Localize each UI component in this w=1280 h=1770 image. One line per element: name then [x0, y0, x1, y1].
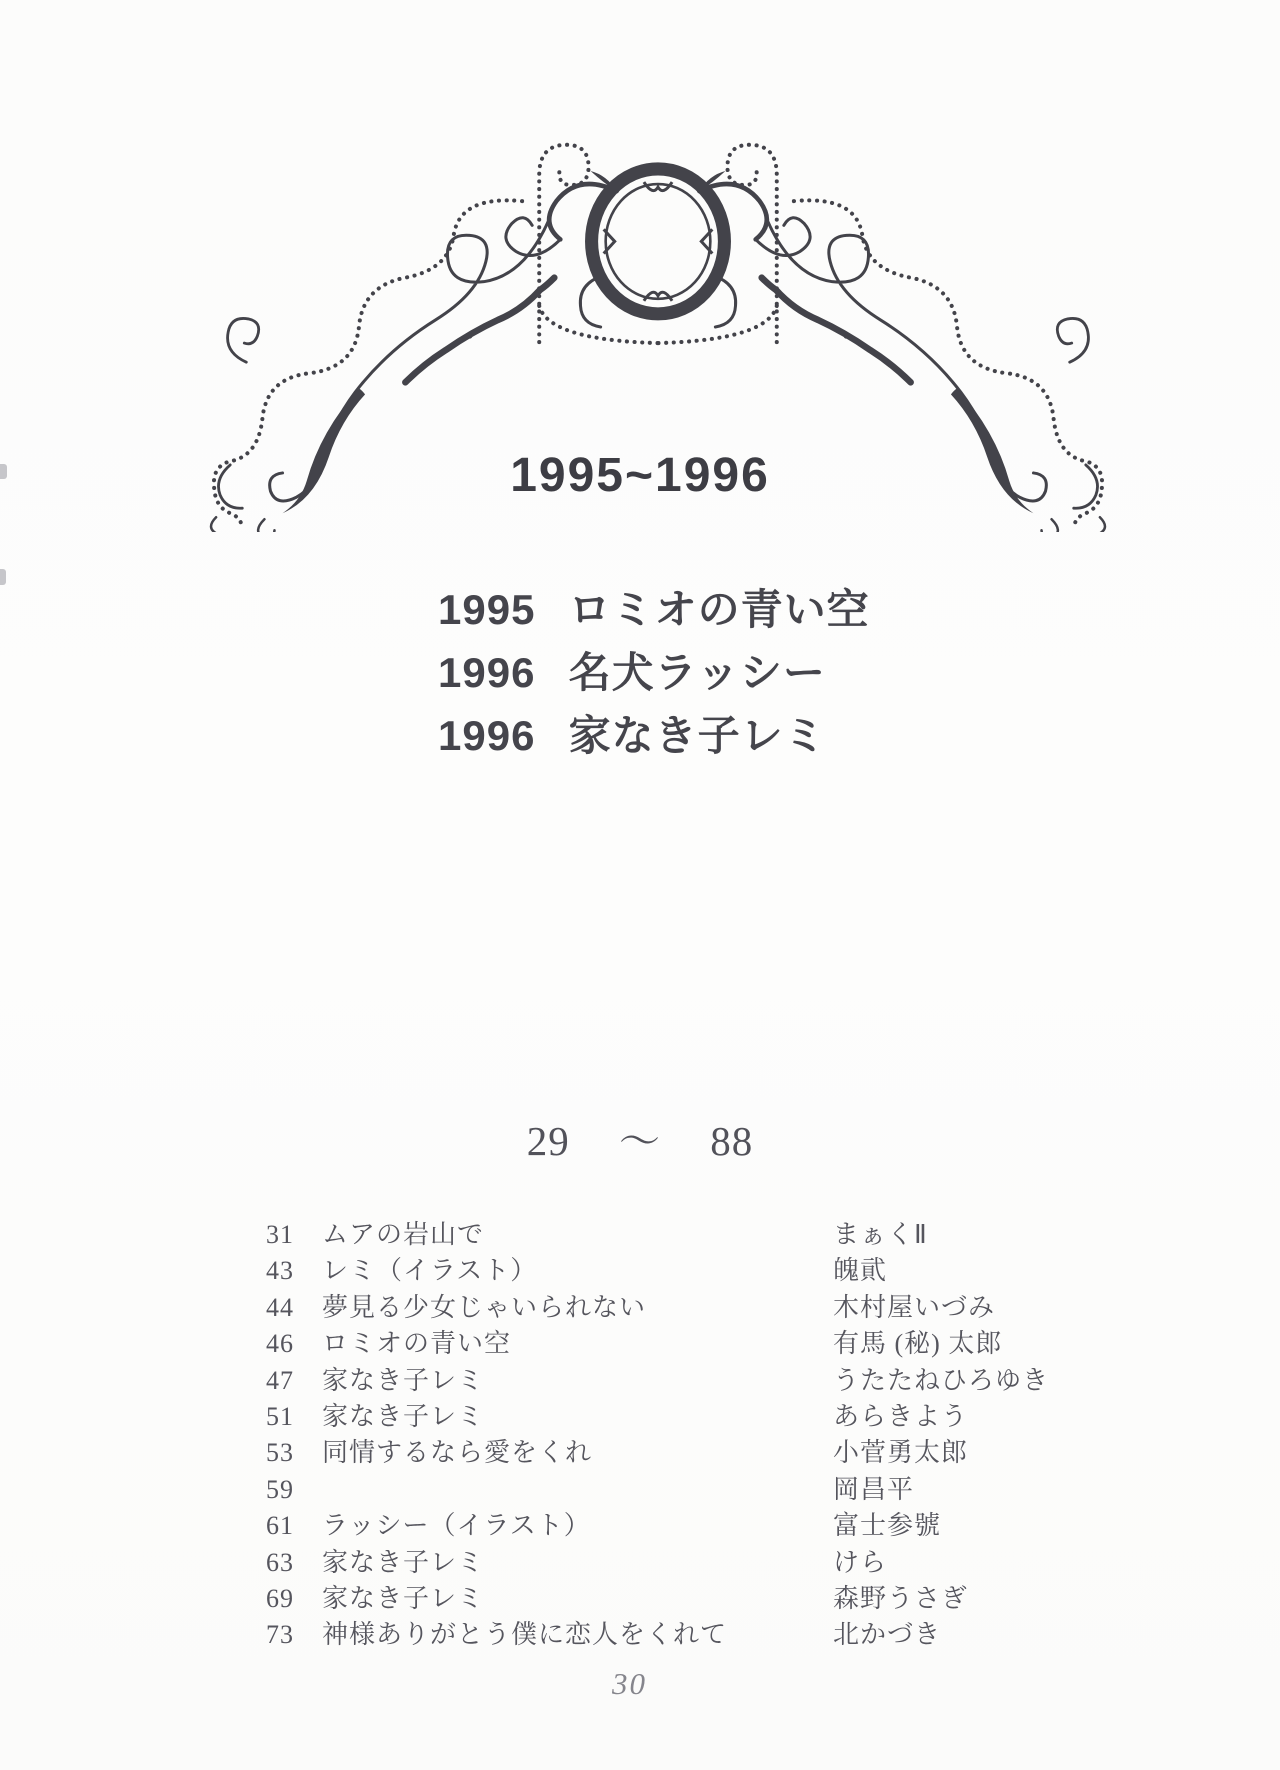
work-row — [438, 704, 870, 767]
work-row — [438, 641, 870, 704]
toc-author: 森野うさぎ — [833, 1583, 969, 1613]
toc-row — [266, 1363, 1126, 1399]
toc-title: ムアの岩山で — [322, 1220, 485, 1249]
toc-page-number: 46 — [266, 1329, 294, 1359]
toc-row — [266, 1253, 1126, 1289]
range-start: 29 — [526, 1118, 570, 1164]
folio-page-number: 30 — [612, 1666, 647, 1701]
table-of-contents — [266, 1217, 1126, 1654]
toc-title: 家なき子レミ — [322, 1365, 485, 1395]
toc-row — [266, 1435, 1126, 1471]
toc-author: 木村屋いづみ — [833, 1292, 996, 1322]
toc-page-number: 69 — [266, 1583, 294, 1613]
work-row — [438, 578, 870, 641]
work-year: 1996 — [438, 649, 536, 696]
toc-title: 同情するなら愛をくれ — [322, 1438, 593, 1468]
toc-page-number: 61 — [266, 1511, 294, 1541]
toc-row — [266, 1472, 1126, 1508]
toc-page-number: 51 — [266, 1401, 294, 1431]
toc-page-number: 43 — [266, 1256, 294, 1286]
work-year: 1996 — [438, 712, 536, 759]
toc-row — [266, 1508, 1126, 1544]
toc-page-number: 44 — [266, 1292, 294, 1322]
toc-author: 小菅勇太郎 — [833, 1438, 969, 1468]
toc-page-number: 31 — [266, 1220, 294, 1249]
medallion-ring — [592, 169, 725, 314]
toc-author: 富士参號 — [833, 1511, 942, 1541]
works-list — [438, 578, 870, 767]
scan-edge-mark — [0, 569, 6, 585]
toc-page-number: 47 — [266, 1365, 294, 1395]
page-range — [0, 1108, 1280, 1164]
toc-author: 岡昌平 — [833, 1474, 915, 1504]
toc-author: 有馬 (秘) 太郎 — [833, 1329, 1003, 1359]
work-title: ロミオの青い空 — [568, 586, 870, 633]
toc-title: 家なき子レミ — [322, 1401, 485, 1431]
work-title: 名犬ラッシー — [568, 649, 826, 696]
work-title: 家なき子レミ — [568, 712, 827, 759]
toc-page-number: 63 — [266, 1547, 294, 1577]
toc-page-number: 53 — [266, 1438, 294, 1468]
toc-row — [266, 1326, 1126, 1362]
toc-title: 夢見る少女じゃいられない — [322, 1292, 647, 1322]
toc-title: レミ（イラスト） — [322, 1256, 538, 1286]
toc-page-number: 73 — [266, 1620, 294, 1650]
toc-title: 神様ありがとう僕に恋人をくれて — [322, 1620, 728, 1650]
toc-row — [266, 1399, 1126, 1435]
toc-author: 魄貮 — [833, 1256, 888, 1286]
toc-title: ロミオの青い空 — [322, 1329, 512, 1359]
toc-row — [266, 1617, 1126, 1653]
toc-author: 北かづき — [833, 1620, 942, 1650]
toc-title: ラッシー（イラスト） — [322, 1511, 591, 1541]
toc-author: まぁくⅡ — [833, 1220, 928, 1249]
range-end: 88 — [710, 1118, 754, 1164]
toc-title: 家なき子レミ — [322, 1547, 485, 1577]
work-year: 1995 — [438, 586, 536, 633]
toc-author: けら — [833, 1547, 888, 1577]
toc-title: 家なき子レミ — [322, 1583, 485, 1613]
era-heading: 1995~1996 — [510, 449, 770, 502]
toc-author: うたたねひろゆき — [833, 1365, 1050, 1395]
toc-row — [266, 1217, 1126, 1253]
range-tilde: ～ — [619, 1118, 661, 1164]
toc-page-number: 59 — [266, 1474, 294, 1504]
scan-edge-mark — [0, 464, 7, 479]
toc-row — [266, 1290, 1126, 1326]
toc-row — [266, 1545, 1126, 1581]
toc-row — [266, 1581, 1126, 1617]
toc-author: あらきよう — [833, 1401, 969, 1431]
